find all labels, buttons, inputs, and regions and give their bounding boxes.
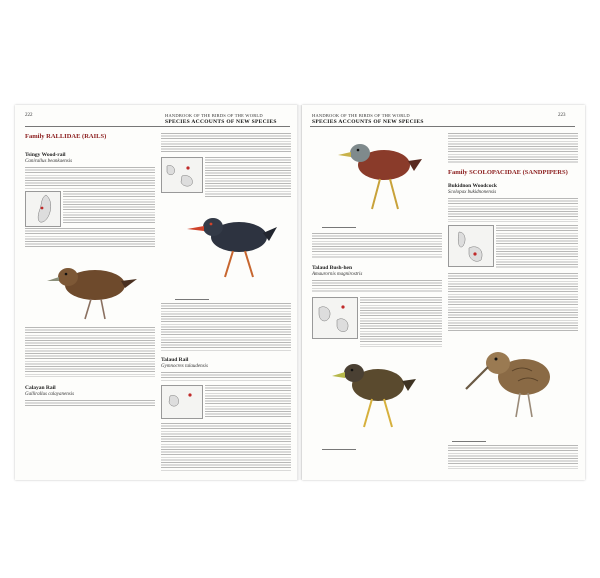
family-heading-rallidae: Family RALLIDAE (RAILS) xyxy=(25,133,107,140)
size-scale xyxy=(175,285,209,300)
map-graphic xyxy=(162,386,202,418)
map-graphic xyxy=(162,158,202,192)
range-map-talaud-rail xyxy=(161,385,203,419)
species-scientific-name: Amaurornis magnirostris xyxy=(312,272,363,277)
species-text xyxy=(161,303,291,351)
running-head-left: HANDBOOK OF THE BIRDS OF THE WORLD xyxy=(165,113,263,118)
species-text xyxy=(496,225,578,269)
family-heading-scolopacidae: Family SCOLOPACIDAE (SANDPIPERS) xyxy=(448,169,568,176)
species-text xyxy=(25,400,155,408)
range-map-madagascar xyxy=(25,191,61,227)
species-text xyxy=(161,133,291,153)
section-title-right: SPECIES ACCOUNTS OF NEW SPECIES xyxy=(312,119,424,125)
species-name: Talaud Rail xyxy=(161,357,189,363)
species-text xyxy=(448,273,578,331)
species-name: Tsingy Wood-rail xyxy=(25,152,66,158)
size-scale xyxy=(452,427,486,442)
species-text xyxy=(312,233,442,259)
species-text xyxy=(205,157,291,197)
range-map-bush-hen xyxy=(312,297,358,339)
species-text xyxy=(448,198,578,222)
header-rule-left xyxy=(25,126,290,127)
range-map-talaud xyxy=(161,157,203,193)
map-graphic xyxy=(26,192,60,226)
bukidnon-woodcock-illustration xyxy=(462,337,572,427)
size-scale xyxy=(322,435,356,450)
map-graphic xyxy=(449,226,493,266)
size-scale xyxy=(322,213,356,228)
species-text xyxy=(161,423,291,471)
species-name: Talaud Bush-hen xyxy=(312,265,353,271)
species-text xyxy=(312,280,442,292)
species-name: Bukidnon Woodcock xyxy=(448,183,497,189)
talaud-rail-illustration xyxy=(175,205,285,285)
species-text xyxy=(25,228,155,248)
species-name: Calayan Rail xyxy=(25,385,56,391)
species-scientific-name: Gallirallus calayanensis xyxy=(25,392,75,397)
species-scientific-name: Gymnocrex talaudensis xyxy=(161,364,208,369)
right-page xyxy=(302,105,585,480)
left-page xyxy=(15,105,298,480)
header-rule-right xyxy=(310,126,575,127)
section-title-left: SPECIES ACCOUNTS OF NEW SPECIES xyxy=(165,119,277,125)
map-graphic xyxy=(313,298,357,338)
species-text xyxy=(205,385,291,419)
rail-illustration xyxy=(322,135,432,215)
species-scientific-name: Canirallus beankaensis xyxy=(25,159,73,164)
range-map-bukidnon xyxy=(448,225,494,267)
species-text xyxy=(448,133,578,163)
talaud-bush-hen-illustration xyxy=(322,353,422,433)
book-spread xyxy=(15,105,585,480)
species-text xyxy=(25,327,155,377)
running-head-right: HANDBOOK OF THE BIRDS OF THE WORLD xyxy=(312,113,410,118)
tsingy-wood-rail-illustration xyxy=(33,255,143,325)
species-scientific-name: Scolopax bukidnonensis xyxy=(448,190,497,195)
species-text xyxy=(161,372,291,382)
species-text xyxy=(448,445,578,469)
species-text xyxy=(360,297,442,347)
page-number-right: 223 xyxy=(558,113,566,118)
page-number-left: 222 xyxy=(25,113,33,118)
species-text xyxy=(25,167,155,189)
species-text xyxy=(63,191,155,225)
